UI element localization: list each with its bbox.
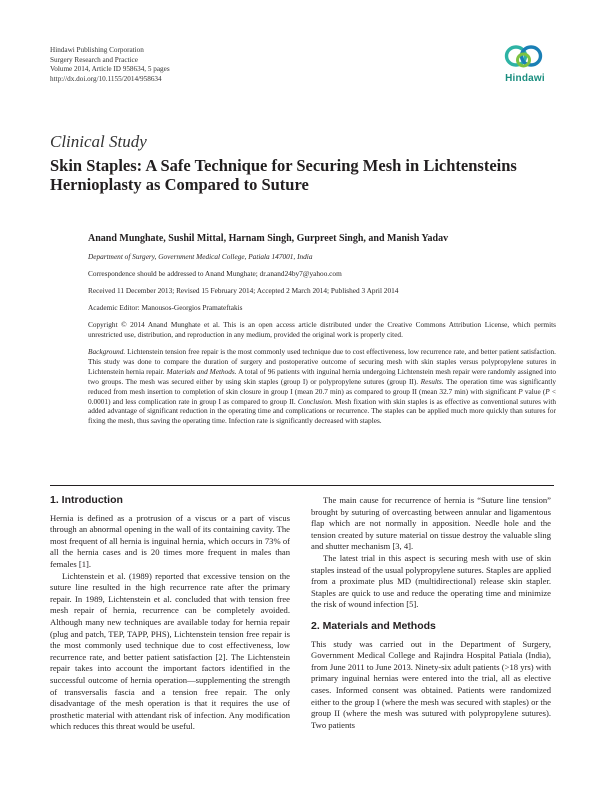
abstract-results-1: The operation time was significantly reduced from mesh insertion to completion of skin closure in group I (mean 20.7 min) as compared to group II (mean 32.7 min) with significant [88, 376, 557, 396]
right-column [311, 495, 551, 731]
section-divider [50, 485, 554, 486]
abstract-background: Lichtenstein tension free repair is the most commonly used technique due to cost effectiveness, low recurrence rate, and better patient satisfaction. This study was done to compare the duration of surgery and postoperative outcome of securing mesh with skin staples versus polypropylene sutures in Lichtenstein hernia repair. [88, 347, 556, 376]
hindawi-logo [496, 42, 554, 84]
article-dates: Received 11 December 2013; Revised 15 February 2014; Accepted 2 March 2014; Published 3 April 2014 [88, 286, 399, 295]
methods-paragraph-1: This study was carried out in the Department of Surgery, Government Medical College and Rajindra Hospital Patiala (India), from June 2011 to June 2013. Ninety-six adult patients (>18 yrs) with primary inguinal hernias were entered into the trial, all as elective cases. Informed consent was obtained. Patients were randomized either to the group I (where the mesh was secured with staples) or the group II (where the mesh was sutured with polypropylene sutures). Two patients [311, 638, 551, 730]
doi-link[interactable]: http://dx.doi.org/10.1155/2014/958634 [50, 74, 162, 83]
volume-info: Volume 2014, Article ID 958634, 5 pages [50, 65, 170, 74]
abstract-methods: A total of 96 patients with inguinal hernia undergoing Lichtenstein mesh repair were randomly assigned into two groups. The mesh was secured either by using skin staples (group I) or polypropylene sutures (group II). [88, 366, 557, 386]
intro-paragraph-3: The main cause for recurrence of hernia is “Suture line tension” brought by suturing of overcasting between annular and ligamentous flap which are not normally in apposition. Needle hole and the tension created by suture material on tissue destroy the valuable sling and shutter mechanism [3, 4]. [311, 495, 551, 552]
abstract-results-label: Results. [420, 376, 444, 386]
copyright-notice: Copyright © 2014 Anand Munghate et al. This is an open access article distributed under the Creative Commons Attribution License, which permits unrestricted use, distribution, and reproduction in any medium, provided the original work is properly cited. [88, 320, 556, 339]
hindawi-logo-icon [504, 42, 546, 72]
methods-heading: 2. Materials and Methods [311, 619, 436, 632]
journal-name: Surgery Research and Practice [50, 55, 138, 64]
p-symbol: P [518, 386, 523, 396]
journal-header [50, 46, 170, 84]
abstract-results-2: value ( [524, 386, 546, 396]
intro-paragraph-2: Lichtenstein et al. (1989) reported that excessive tension on the suture line resulted in the high recurrence rate after the primary repair. In 1989, Lichtenstein et al. concluded that with tension free mesh repair of hernia, recurrence can be completely avoided. Although many new techniques are available today for hernia repair (plug and patch, TEP, TAPP, PHS), Lichtenstein tension free repair is the most commonly used technique due to cost effectiveness, low recurrence rate, and better patient satisfaction [2]. The Lichtenstein repair takes into account the important factors identified in the successful outcome of hernia operation—supplementing the strength of transversalis fascia and a tension free repair. The only disadvantage of the mesh operation is that it requires the use of prosthetic material with attendant risk of infection. Any modification which reduces this threat would be useful. [50, 570, 290, 732]
publisher-name: Hindawi Publishing Corporation [50, 46, 144, 54]
left-column [50, 495, 290, 733]
front-matter [88, 233, 556, 426]
abstract-conclusion-label: Conclusion. [297, 396, 333, 406]
intro-paragraph-1: Hernia is defined as a protrusion of a viscus or a part of viscus through an abnormal opening in the wall of its containing cavity. The most frequent of all hernia is inguinal hernia, which occurs in 73% of all the hernia cases and is 20 times more frequent in males than females [1]. [50, 512, 290, 569]
abstract-background-label: Background. [88, 347, 126, 356]
p-symbol-2: P [545, 386, 550, 396]
abstract-conclusion: Mesh fixation with skin staples is as effective as conventional sutures with added advantage of significant reduction in the operating time and complications or recurrence. The staples can be applied much more quickly than sutures for fixing the mesh, thus saving the operating time. Infection rate is significantly decreased with staples. [88, 396, 557, 426]
intro-paragraph-4: The latest trial in this aspect is securing mesh with use of skin staples instead of the usual polypropylene sutures. Staples are applied from a proximate plus MD (multidirectional) release skin stapler. Staples are quick to use and reduce the operating time and minimize the risk of wound infection [5]. [311, 552, 551, 610]
abstract [88, 347, 556, 426]
academic-editor: Academic Editor: Manousos-Georgios Pramateftakis [88, 303, 243, 312]
abstract-results-3: < 0.0001) and less complication rate in group I as compared to group II. [88, 386, 557, 406]
article-type: Clinical Study [50, 132, 147, 151]
introduction-heading: 1. Introduction [50, 494, 123, 506]
abstract-methods-label: Materials and Methods. [166, 366, 237, 376]
author-list: Anand Munghate, Sushil Mittal, Harnam Singh, Gurpreet Singh, and Manish Yadav [88, 233, 449, 244]
affiliation: Department of Surgery, Government Medical College, Patiala 147001, India [88, 252, 313, 261]
correspondence: Correspondence should be addressed to Anand Munghate; dr.anand24by7@yahoo.com [88, 269, 342, 278]
logo-wordmark: Hindawi [505, 73, 545, 84]
article-title: Skin Staples: A Safe Technique for Securing Mesh in Lichtensteins Hernioplasty as Compared to Suture [50, 156, 517, 194]
